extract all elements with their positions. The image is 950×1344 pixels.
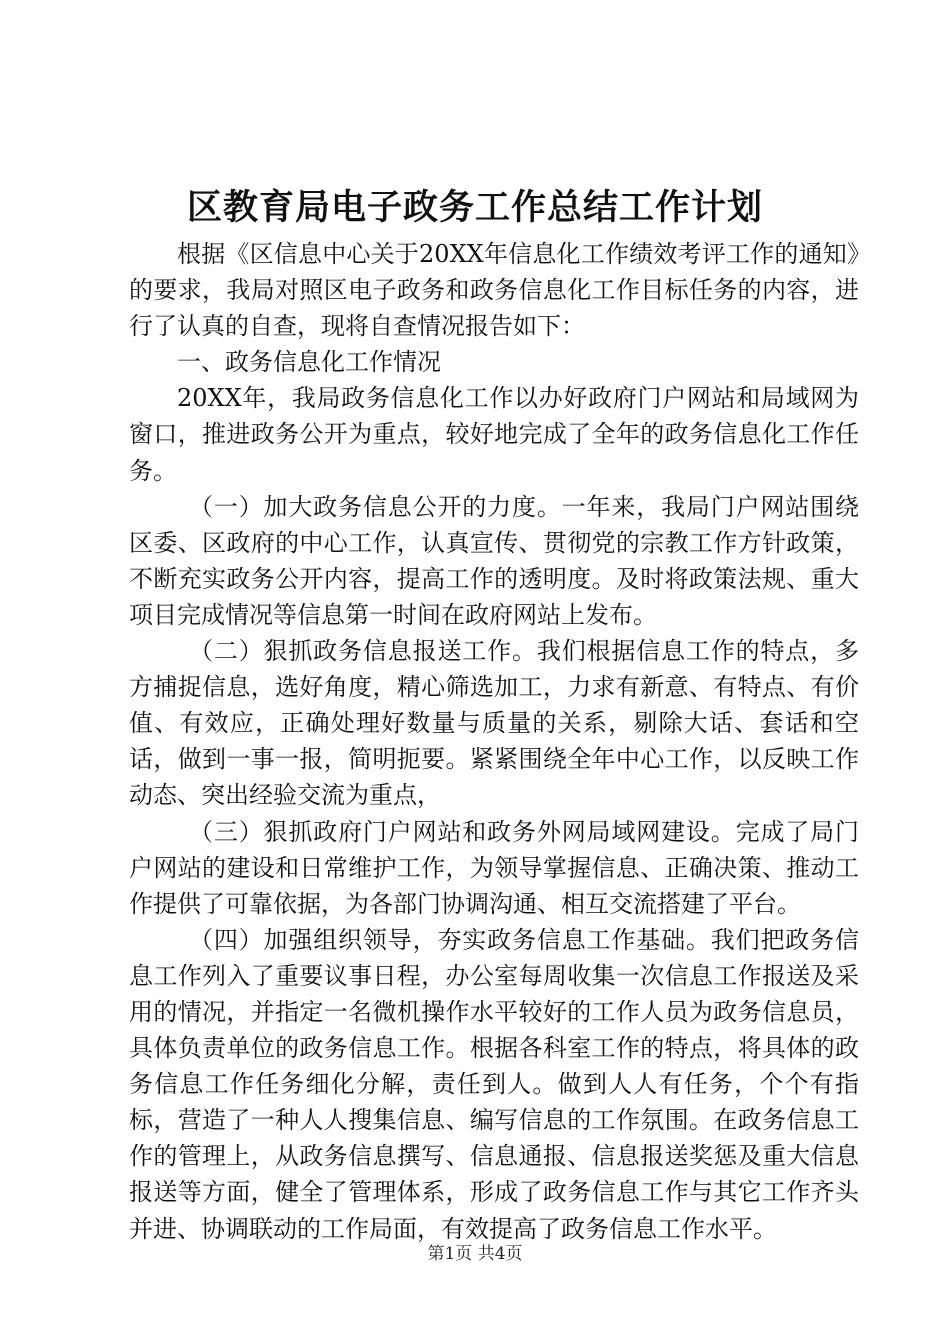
page-number: 第1页 共4页 [427, 1244, 523, 1264]
item-paragraph-3: （三）狠抓政府门户网站和政务外网局域网建设。完成了局门户网站的建设和日常维护工作，为领导掌握信息、正确决策、推动工作提供了可靠依据，为各部门协调沟通、相互交流搭建了平台。 [129, 817, 859, 918]
document-title: 区教育局电子政务工作总结工作计划 [186, 187, 763, 228]
item-paragraph-4: （四）加强组织领导，夯实政务信息工作基础。我们把政务信息工作列入了重要议事日程，办公室每周收集一次信息工作报送及采用的情况，并指定一名微机操作水平较好的工作人员为政务信息员，具体负责单位的政务信息工作。根据各科室工作的特点，将具体的政务信息工作任务细化分解，责任到人。做到人人有任务，个个有指标，营造了一种人人搜集信息、编写信息的工作氛围。在政务信息工作的管理上，从政务信息撰写、信息通报、信息报送奖惩及重大信息报送等方面，健全了管理体系，形成了政务信息工作与其它工作齐头并进、协调联动的工作局面，有效提高了政务信息工作水平。 [129, 925, 859, 1243]
document-body [129, 236, 859, 1247]
intro-paragraph: 根据《区信息中心关于20XX年信息化工作绩效考评工作的通知》的要求，我局对照区电子政务和政务信息化工作目标任务的内容，进行了认真的自查，现将自查情况报告如下： [129, 240, 859, 341]
summary-paragraph: 20XX年，我局政务信息化工作以办好政府门户网站和局域网为窗口，推进政务公开为重点，较好地完成了全年的政务信息化工作任务。 [129, 384, 859, 485]
section-heading: 一、政务信息化工作情况 [177, 348, 441, 377]
item-paragraph-1: （一）加大政务信息公开的力度。一年来，我局门户网站围绕区委、区政府的中心工作，认真宣传、贯彻党的宗教工作方针政策，不断充实政务公开内容，提高工作的透明度。及时将政策法规、重大项目完成情况等信息第一时间在政府网站上发布。 [129, 492, 859, 629]
item-paragraph-2: （二）狠抓政务信息报送工作。我们根据信息工作的特点，多方捕捉信息，选好角度，精心筛选加工，力求有新意、有特点、有价值、有效应，正确处理好数量与质量的关系，剔除大话、套话和空话，做到一事一报，简明扼要。紧紧围绕全年中心工作，以反映工作动态、突出经验交流为重点， [129, 637, 859, 810]
